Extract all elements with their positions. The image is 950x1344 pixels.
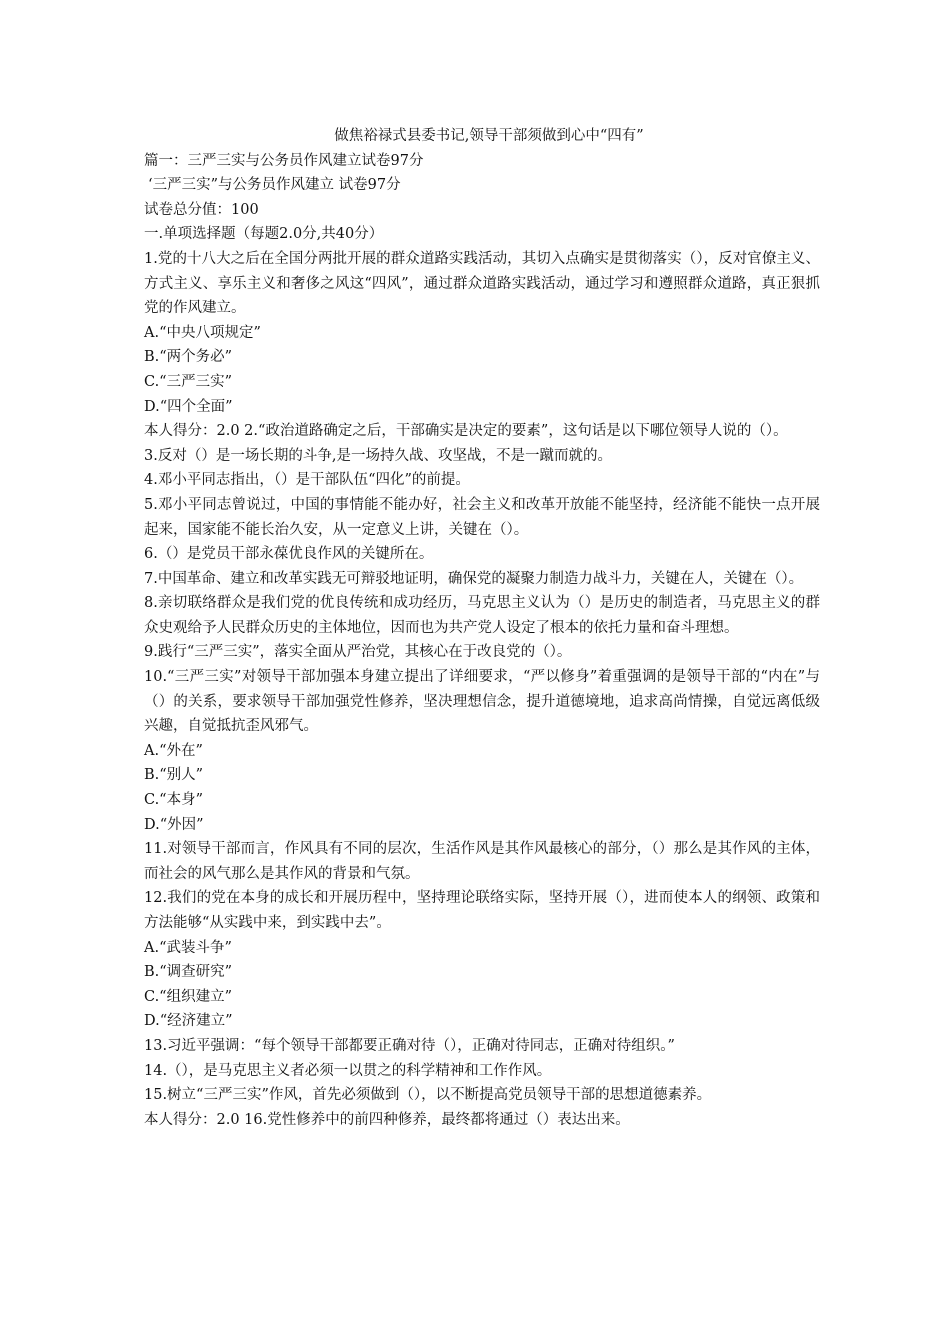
- option-b: B.“别人”: [144, 767, 204, 784]
- question-7: 7.中国革命、建立和改革实践无可辩驳地证明，确保党的凝聚力制造力战斗力，关键在人，关键在（）。: [144, 570, 804, 587]
- option-a: A.“中央八项规定”: [144, 324, 261, 341]
- question-12: 12.我们的党在本身的成长和开展历程中，坚持理论联络实际，坚持开展（），进而使本人的纲领、政策和方法能够“从实践中来，到实践中去”。: [144, 890, 820, 931]
- option-d: D.“外因”: [144, 816, 204, 833]
- question-1: 1.党的十八大之后在全国分两批开展的群众道路实践活动，其切入点确实是贯彻落实（），反对官僚主义、方式主义、享乐主义和奢侈之风这“四风”，通过群众道路实践活动，通过学习和遵照群众道路，真正狠抓党的作风建立。: [144, 250, 820, 317]
- option-b: B.“两个务必”: [144, 349, 233, 366]
- question-type-heading: 一.单项选择题（每题2.0分,共40分）: [144, 226, 384, 243]
- document-title: 做焦裕禄式县委书记,领导干部须做到心中“四有”: [334, 128, 644, 144]
- question-14: 14.（），是马克思主义者必须一以贯之的科学精神和工作作风。: [144, 1062, 552, 1079]
- question-5: 5.邓小平同志曾说过，中国的事情能不能办好，社会主义和改革开放能不能坚持，经济能不能快一点开展起来，国家能不能长治久安，从一定意义上讲，关键在（）。: [144, 496, 820, 538]
- question-4: 4.邓小平同志指出，（）是干部队伍“四化”的前提。: [144, 472, 470, 489]
- option-d: D.“经济建立”: [144, 1013, 233, 1030]
- option-c: C.“组织建立”: [144, 988, 233, 1005]
- question-6: 6.（）是党员干部永葆优良作风的关键所在。: [144, 546, 434, 563]
- option-c: C.“三严三实”: [144, 373, 233, 390]
- section-heading: 篇一：三严三实与公务员作风建立试卷97分: [144, 152, 424, 169]
- total-score: 试卷总分值：100: [144, 201, 259, 218]
- score-and-question-2: 本人得分：2.0 2.“政治道路确定之后，干部确实是决定的要素”，这句话是以下哪位领导人说的（）。: [144, 423, 788, 440]
- document-body: [144, 124, 820, 1132]
- option-b: B.“调查研究”: [144, 964, 233, 981]
- option-c: C.“本身”: [144, 792, 204, 809]
- question-10: 10.“三严三实”对领导干部加强本身建立提出了详细要求，“严以修身”着重强调的是领导干部的“内在”与（）的关系，要求领导干部加强党性修养，坚决理想信念，提升道德境地，追求高尚情操，自觉远离低级兴趣，自觉抵抗歪风邪气。: [144, 669, 820, 735]
- question-3: 3.反对（）是一场长期的斗争,是一场持久战、攻坚战，不是一蹴而就的。: [144, 447, 612, 464]
- question-15: 15.树立“三严三实”作风，首先必须做到（），以不断提高党员领导干部的思想道德素养。: [144, 1087, 712, 1104]
- question-13: 13.习近平强调：“每个领导干部都要正确对待（），正确对待同志，正确对待组织。”: [144, 1037, 675, 1054]
- question-8: 8.亲切联络群众是我们党的优良传统和成功经历，马克思主义认为（）是历史的制造者，马克思主义的群众史观给予人民群众历史的主体地位，因而也为共产党人设定了根本的依托力量和奋斗理想。: [144, 595, 820, 636]
- option-a: A.“武装斗争”: [144, 939, 232, 956]
- option-d: D.“四个全面”: [144, 398, 233, 415]
- question-11: 11.对领导干部而言，作风具有不同的层次，生活作风是其作风最核心的部分，（）那么是其作风的主体，而社会的风气那么是其作风的背景和气氛。: [144, 841, 820, 882]
- exam-title: ‘三严三实”与公务员作风建立 试卷97分: [148, 177, 401, 194]
- score-and-question-16: 本人得分：2.0 16.党性修养中的前四种修养，最终都将通过（）表达出来。: [144, 1111, 630, 1128]
- question-9: 9.践行“三严三实”，落实全面从严治党，其核心在于改良党的（）。: [144, 644, 572, 661]
- option-a: A.“外在”: [144, 742, 203, 759]
